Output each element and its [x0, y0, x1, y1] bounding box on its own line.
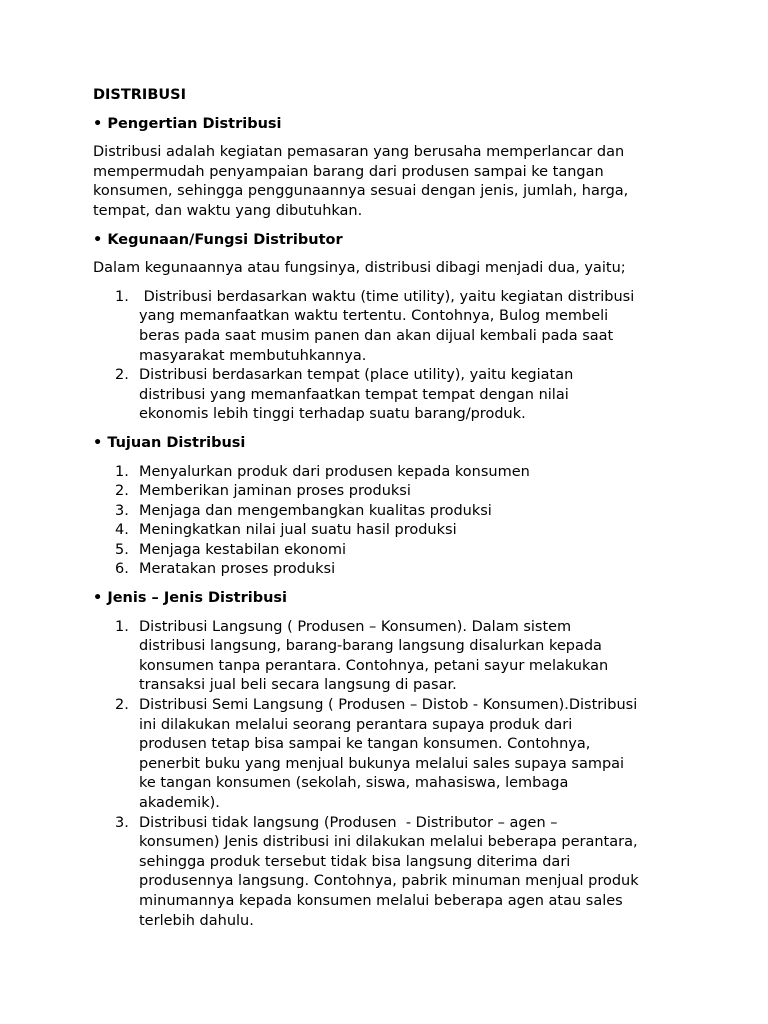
document-content: [93, 86, 683, 940]
paragraph-line: tempat, dan waktu yang dibutuhkan.: [93, 202, 363, 219]
paragraph-line: konsumen, sehingga penggunaannya sesuai dengan jenis, jumlah, harga,: [93, 183, 629, 200]
list-item: [93, 521, 683, 541]
tujuan-list: [93, 463, 683, 581]
list-item-line: konsumen) Jenis distribusi ini dilakukan melalui beberapa perantara,: [139, 834, 638, 851]
list-number: 2.: [115, 367, 129, 384]
paragraph-line: Distribusi adalah kegiatan pemasaran yang berusaha memperlancar dan: [93, 144, 625, 161]
list-item-line: akademik).: [139, 795, 220, 811]
kegunaan-list: [93, 288, 683, 425]
list-number: 1.: [115, 618, 129, 635]
list-number: 5.: [115, 541, 129, 558]
list-item-line: penerbit buku yang menjual bukunya melalui sales supaya sampai: [139, 755, 625, 772]
list-number: 1.: [115, 463, 129, 480]
list-number: 4.: [115, 522, 129, 539]
paragraph-line: mempermudah penyampaian barang dari produsen sampai ke tangan: [93, 163, 604, 180]
section-heading-tujuan: • Tujuan Distribusi: [93, 434, 246, 451]
list-number: 2.: [115, 483, 129, 500]
list-item: [93, 618, 683, 696]
list-item-line: ke tangan konsumen (sekolah, siswa, mahasiswa, lembaga: [139, 775, 569, 792]
pengertian-paragraph: [93, 143, 683, 221]
list-item-line: minumannya kepada konsumen melalui beberapa agen atau sales: [139, 892, 623, 909]
list-item-line: ini dilakukan melalui seorang perantara supaya produk dari: [139, 716, 573, 733]
list-item: [93, 814, 683, 932]
list-item-text: Menyalurkan produk dari produsen kepada konsumen: [139, 463, 530, 480]
list-item-text: Menjaga kestabilan ekonomi: [139, 541, 346, 558]
list-item-line: produsennya langsung. Contohnya, pabrik minuman menjual produk: [139, 873, 639, 890]
list-item-line: Distribusi berdasarkan waktu (time utility), yaitu kegiatan distribusi: [139, 288, 635, 305]
list-item: [93, 560, 683, 580]
list-item: [93, 366, 683, 425]
list-item-line: distribusi langsung, barang-barang langsung disalurkan kepada: [139, 638, 602, 655]
list-item: [93, 502, 683, 522]
list-number: 6.: [115, 561, 129, 578]
kegunaan-intro: Dalam kegunaannya atau fungsinya, distribusi dibagi menjadi dua, yaitu;: [93, 260, 626, 277]
list-item: [93, 696, 683, 814]
list-item-text: Meratakan proses produksi: [139, 561, 336, 578]
list-item-line: terlebih dahulu.: [139, 912, 254, 929]
list-item-text: Memberikan jaminan proses produksi: [139, 483, 411, 500]
list-item: [93, 288, 683, 366]
list-item-line: Distribusi tidak langsung (Produsen - Distributor – agen –: [139, 814, 558, 831]
list-item: [93, 482, 683, 502]
list-number: 3.: [115, 502, 129, 519]
jenis-list: [93, 618, 683, 932]
list-item-line: ekonomis lebih tinggi terhadap suatu barang/produk.: [139, 406, 526, 423]
section-heading-pengertian: • Pengertian Distribusi: [93, 115, 282, 132]
list-item-line: sehingga produk tersebut tidak bisa langsung diterima dari: [139, 853, 571, 870]
list-item-line: Distribusi Semi Langsung ( Produsen – Distob - Konsumen).Distribusi: [139, 697, 638, 714]
list-item: [93, 541, 683, 561]
list-item: [93, 463, 683, 483]
list-number: 2.: [115, 697, 129, 714]
list-item-line: masyarakat membutuhkannya.: [139, 347, 367, 364]
list-number: 3.: [115, 814, 129, 831]
list-item-line: Distribusi berdasarkan tempat (place utility), yaitu kegiatan: [139, 367, 574, 384]
list-item-line: yang memanfaatkan waktu tertentu. Contohnya, Bulog membeli: [139, 308, 609, 325]
section-heading-jenis: • Jenis – Jenis Distribusi: [93, 590, 288, 607]
list-item-text: Meningkatkan nilai jual suatu hasil produksi: [139, 522, 457, 539]
list-item-line: distribusi yang memanfaatkan tempat tempat dengan nilai: [139, 386, 569, 403]
section-heading-kegunaan: • Kegunaan/Fungsi Distributor: [93, 231, 343, 248]
list-item-line: produsen tetap bisa sampai ke tangan konsumen. Contohnya,: [139, 736, 591, 753]
list-item-text: Menjaga dan mengembangkan kualitas produksi: [139, 502, 492, 519]
list-item-line: Distribusi Langsung ( Produsen – Konsumen). Dalam sistem: [139, 618, 572, 635]
list-number: 1.: [115, 288, 129, 305]
list-item-line: konsumen tanpa perantara. Contohnya, petani sayur melakukan: [139, 657, 609, 674]
list-item-line: transaksi jual beli secara langsung di pasar.: [139, 677, 457, 694]
document-title: DISTRIBUSI: [93, 87, 186, 103]
list-item-line: beras pada saat musim panen dan akan dijual kembali pada saat: [139, 327, 614, 344]
